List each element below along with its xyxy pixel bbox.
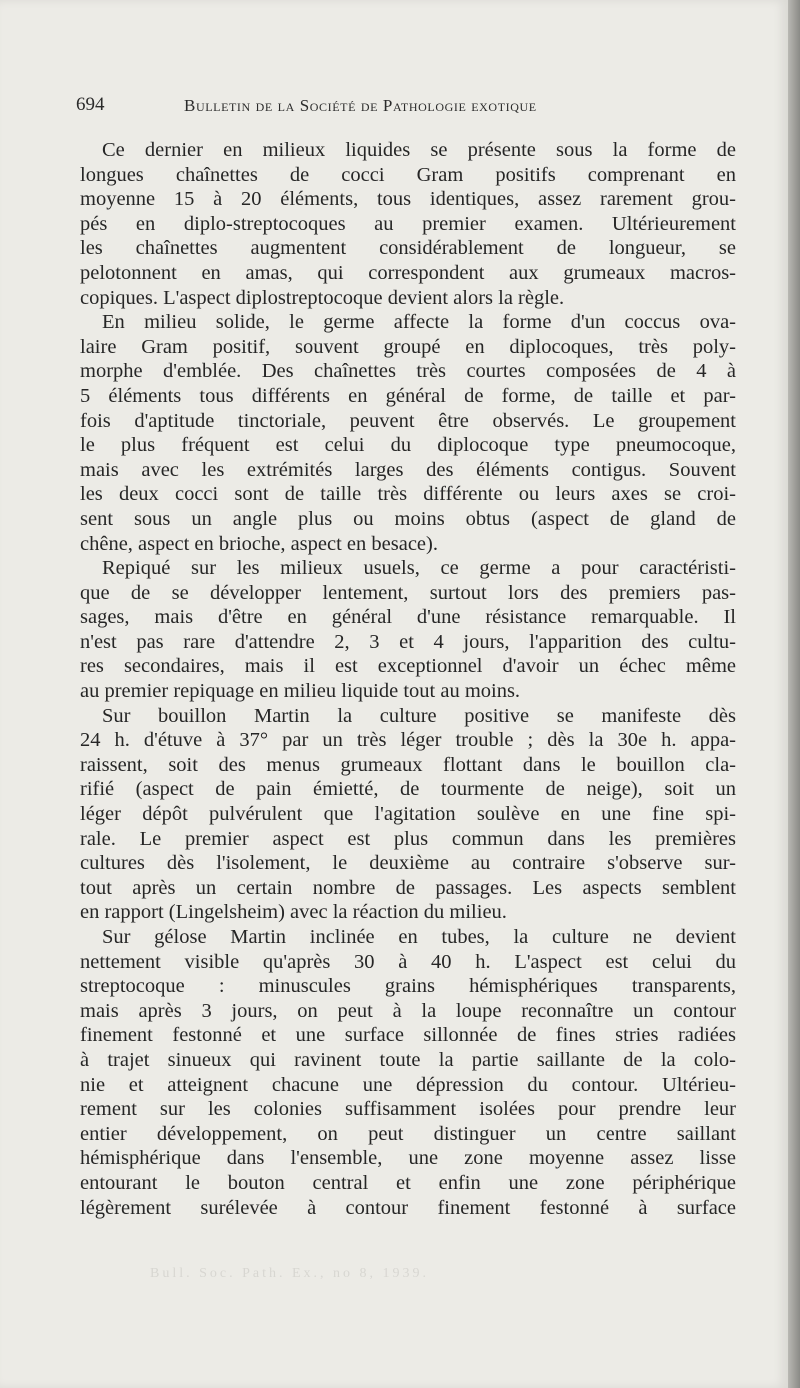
bleed-through-stamp: Bull. Soc. Path. Ex., no 8, 1939.	[150, 1266, 430, 1281]
text-line: mais avec les extrémités larges des éléments contigus. Souvent	[80, 458, 736, 481]
text-line: sages, mais d'être en général d'une résistance remarquable. Il	[80, 606, 736, 629]
text-line: nettement visible qu'après 30 à 40 h. L'aspect est celui du	[80, 950, 736, 973]
text-line: rale. Le premier aspect est plus commun dans les premières	[80, 827, 736, 850]
running-title: Bulletin de la Société de Pathologie exotique	[184, 96, 537, 115]
text-line: chêne, aspect en brioche, aspect en besace).	[80, 532, 438, 555]
text-line: rifié (aspect de pain émietté, de tourmente de neige), soit un	[80, 778, 736, 801]
text-line: Ce dernier en milieux liquides se présente sous la forme de	[102, 139, 736, 161]
text-line: en rapport (Lingelsheim) avec la réaction du milieu.	[80, 901, 507, 924]
text-line: laire Gram positif, souvent groupé en diplocoques, très poly-	[80, 335, 736, 358]
text-line: tout après un certain nombre de passages. Les aspects semblent	[80, 876, 736, 899]
text-line: morphe d'emblée. Des chaînettes très courtes composées de 4 à	[80, 360, 736, 383]
text-line: à trajet sinueux qui ravinent toute la partie saillante de la colo-	[80, 1048, 736, 1071]
text-line: léger dépôt pulvérulent que l'agitation soulève en une fine spi-	[80, 803, 736, 826]
text-line: pés en diplo-streptocoques au premier examen. Ultérieurement	[80, 212, 736, 235]
text-line: hémisphérique dans l'ensemble, une zone moyenne assez lisse	[80, 1147, 736, 1170]
text-line: finement festonné et une surface sillonnée de fines stries radiées	[80, 1024, 736, 1047]
text-line: nie et atteignent chacune une dépression du contour. Ultérieu-	[80, 1073, 736, 1096]
text-line: sent sous un angle plus ou moins obtus (aspect de gland de	[80, 507, 736, 530]
text-line: n'est pas rare d'attendre 2, 3 et 4 jours, l'apparition des cultu-	[80, 630, 736, 653]
text-line: les chaînettes augmentent considérablement de longueur, se	[80, 237, 736, 260]
running-header	[76, 94, 736, 114]
text-line: raissent, soit des menus grumeaux flottant dans le bouillon cla-	[80, 753, 736, 776]
text-line: res secondaires, mais il est exceptionnel d'avoir un échec même	[80, 655, 736, 678]
text-line: copiques. L'aspect diplostreptocoque devient alors la règle.	[80, 286, 565, 309]
text-line: les deux cocci sont de taille très différente ou leurs axes se croi-	[80, 483, 736, 506]
text-line: légèrement surélevée à contour finement festonné à surface	[80, 1196, 736, 1219]
page-number: 694	[76, 94, 105, 115]
text-line: 5 éléments tous différents en général de forme, de taille et par-	[80, 384, 736, 407]
text-line: 24 h. d'étuve à 37° par un très léger trouble ; dès la 30e h. appa-	[80, 729, 736, 752]
text-line: cultures dès l'isolement, le deuxième au contraire s'observe sur-	[80, 852, 736, 875]
text-line: au premier repiquage en milieu liquide tout au moins.	[80, 680, 521, 703]
text-line: streptocoque : minuscules grains hémisphériques transparents,	[80, 975, 736, 998]
text-line: entourant le bouton central et enfin une zone périphérique	[80, 1171, 736, 1194]
text-line: En milieu solide, le germe affecte la forme d'un coccus ova-	[102, 311, 736, 334]
text-line: moyenne 15 à 20 éléments, tous identiques, assez rarement grou-	[80, 188, 736, 211]
page-edge	[788, 0, 800, 1388]
body-text	[80, 138, 736, 1220]
text-line: Sur bouillon Martin la culture positive se manifeste dès	[102, 704, 736, 727]
text-line: que de se développer lentement, surtout lors des premiers pas-	[80, 581, 736, 604]
text-line: longues chaînettes de cocci Gram positifs comprenant en	[80, 163, 736, 186]
text-line: entier développement, on peut distinguer un centre saillant	[80, 1122, 736, 1145]
text-line: Sur gélose Martin inclinée en tubes, la culture ne devient	[102, 926, 736, 948]
text-line: Repiqué sur les milieux usuels, ce germe a pour caractéristi-	[102, 557, 736, 580]
text-line: rement sur les colonies suffisamment isolées pour prendre leur	[80, 1098, 736, 1121]
text-line: le plus fréquent est celui du diplocoque type pneumocoque,	[80, 434, 736, 457]
text-line: fois d'aptitude tinctoriale, peuvent être observés. Le groupement	[80, 409, 736, 432]
text-line: mais après 3 jours, on peut à la loupe reconnaître un contour	[80, 999, 736, 1022]
text-line: pelotonnent en amas, qui correspondent aux grumeaux macros-	[80, 261, 736, 284]
